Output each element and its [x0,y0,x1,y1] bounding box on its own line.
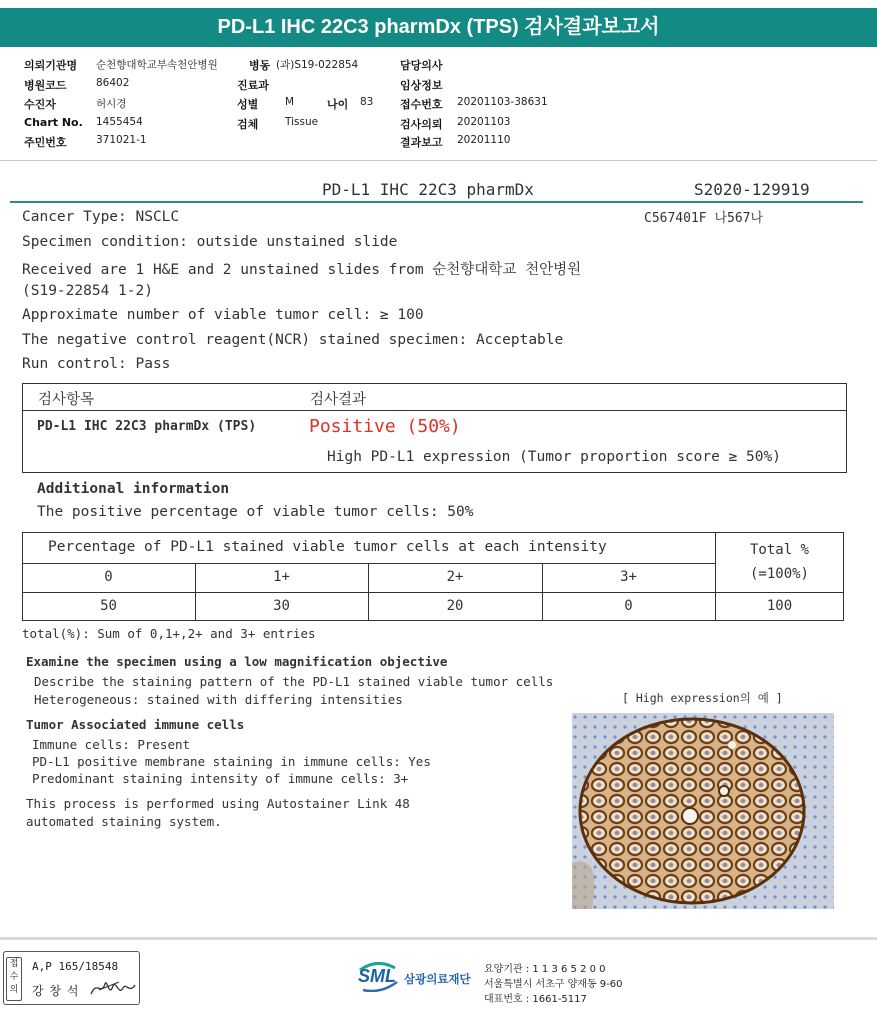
test-name-heading: PD-L1 IHC 22C3 pharmDx [322,180,534,199]
label-collector: 수진자 [24,98,56,111]
cancer-type: Cancer Type: NSCLC [22,209,180,225]
label-age: 나이 [327,98,349,111]
image-caption: [ High expression의 예 ] [622,691,783,705]
pathologist-name: 강 창 석 [32,984,80,998]
value-ward-code: (과)S19-022854 [276,59,359,71]
label-chart-no: Chart No. [24,116,83,129]
level-1plus: 1+ [273,569,290,585]
value-age: 83 [360,96,374,108]
test-result-positive: Positive (50%) [309,416,461,437]
value-level-0: 50 [100,598,117,614]
value-receipt-no: 20201103-38631 [457,96,548,108]
received-ref: (S19-22854 1-2) [22,283,153,299]
intensity-table-hline2 [22,592,844,593]
label-resident-no: 주민번호 [24,136,67,149]
stamp-vertical-label [6,957,22,1001]
lab-code: 요양기관 : 1 1 3 6 5 2 0 0 [484,964,606,975]
immune-line2: PD-L1 positive membrane staining in immune cells: Yes [32,754,431,769]
value-chart-no: 1455454 [96,116,143,128]
result-table-divider [22,410,847,411]
run-control: Run control: Pass [22,356,171,372]
report-heading-rule [10,201,863,203]
test-result-detail: High PD-L1 expression (Tumor proportion score ≥ 50%) [327,449,781,465]
value-request-date: 20201103 [457,116,511,128]
lab-name: 삼광의료재단 [404,972,471,986]
approval-stamp [3,951,140,1005]
test-item: PD-L1 IHC 22C3 pharmDx (TPS) [37,419,257,434]
value-collector: 허시경 [96,98,127,110]
col-test-result: 검사결과 [310,392,367,408]
specimen-condition: Specimen condition: outside unstained slide [22,234,398,250]
examine-heading: Examine the specimen using a low magnification objective [26,654,448,669]
label-receipt-no: 접수번호 [400,98,443,111]
level-0: 0 [104,569,113,585]
label-clinical-info: 임상정보 [400,79,443,92]
value-report-date: 20201110 [457,134,511,146]
viable-cells: Approximate number of viable tumor cell: ≥ 100 [22,307,424,323]
label-institution: 의뢰기관명 [24,59,78,72]
value-institution: 순천향대학교부속천안병원 [96,59,218,71]
sml-logo: SML [358,966,396,986]
value-specimen: Tissue [285,116,319,128]
ncr-result: The negative control reagent(NCR) stained specimen: Acceptable [22,332,564,348]
level-3plus: 3+ [620,569,637,585]
col-test-item: 검사항목 [38,392,95,408]
value-total: 100 [766,598,793,614]
value-level-1plus: 30 [273,598,290,614]
intensity-table-header: Percentage of PD-L1 stained viable tumor cells at each intensity [48,539,607,555]
examine-line1: Describe the staining pattern of the PD-L1 stained viable tumor cells [34,674,554,689]
stamp-char-3: 의 [9,985,19,995]
process-line2: automated staining system. [26,814,222,829]
value-ward: 병동 [249,59,271,72]
label-request-date: 검사의뢰 [400,118,443,131]
additional-heading: Additional information [37,481,230,497]
label-specimen: 검체 [237,118,259,131]
label-department: 진료과 [237,79,269,92]
immune-line3: Predominant staining intensity of immune cells: 3+ [32,771,409,786]
footer-divider [0,937,877,940]
ap-number: A,P 165/18548 [32,960,119,973]
report-title: PD-L1 IHC 22C3 pharmDx (TPS) 검사결과보고서 [0,8,877,47]
total-header-sub: (=100%) [749,566,809,582]
level-2plus: 2+ [446,569,464,585]
stamp-char-2: 수 [9,972,19,982]
signature-image [89,976,137,1000]
value-level-2plus: 20 [446,598,464,614]
stamp-char-1: 접 [9,959,19,969]
immune-line1: Immune cells: Present [32,737,191,752]
value-hospital-code: 86402 [96,77,130,89]
examine-line2: Heterogeneous: stained with differing intensities [34,692,403,707]
high-expression-micrograph [572,713,834,909]
lab-phone: 대표번호 : 1661-5117 [484,994,587,1005]
lab-address: 서울특별시 서초구 양재동 9-60 [484,979,623,990]
header-divider [0,160,877,161]
process-line1: This process is performed using Autostainer Link 48 [26,796,410,811]
label-sex: 성별 [237,98,259,111]
total-header: Total % [749,542,809,558]
label-hospital-code: 병원코드 [24,79,67,92]
report-id: S2020-129919 [694,180,810,199]
value-sex: M [285,96,295,108]
value-level-3plus: 0 [624,598,633,614]
label-doctor: 담당의사 [400,59,443,72]
immune-heading: Tumor Associated immune cells [26,717,245,732]
total-note: total(%): Sum of 0,1+,2+ and 3+ entries [22,626,316,641]
additional-text: The positive percentage of viable tumor cells: 50% [37,504,474,520]
received-slides: Received are 1 H&E and 2 unstained slides from 순천향대학교 천안병원 [22,262,582,278]
label-report-date: 결과보고 [400,136,443,149]
sub-id: C567401F 나567나 [644,211,764,226]
value-resident-no: 371021-1 [96,134,147,146]
